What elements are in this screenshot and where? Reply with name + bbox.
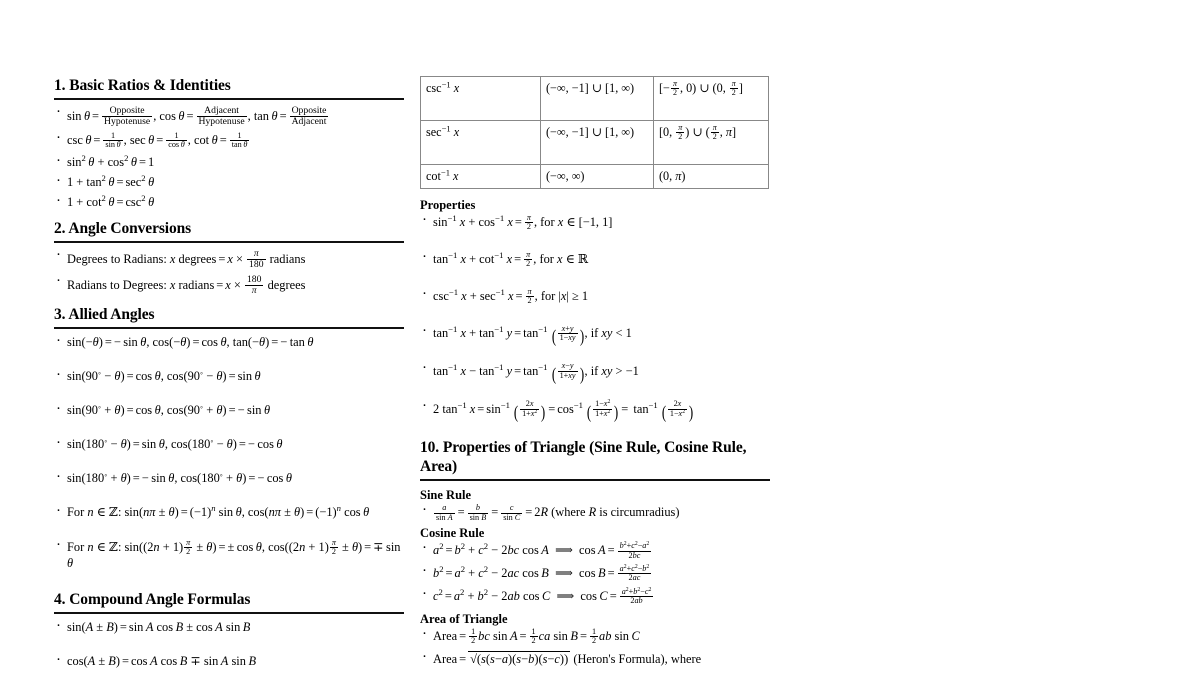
formula-allied-odd-multiple-half-pi: For n ∈ ℤ: sin((2n + 1) $\frac{\pi}{2}$ ± θ) = ± cos θ, cos((2n + 1) $\frac{\pi}{2}$ ± θ) = ∓ sin θ (67, 537, 401, 571)
list-item (420, 651, 770, 667)
section-heading: 4. Compound Angle Formulas (54, 591, 251, 609)
list-item (420, 588, 770, 606)
list-item (420, 399, 770, 422)
list-item (420, 251, 770, 269)
heading-rule (54, 612, 404, 614)
subsection-heading: Properties (420, 198, 476, 212)
table-row (421, 165, 769, 189)
formula-cosine-rule-a: $a^2 = b^2 + c^2 - 2bc$ cos A ⟹ cos A = $\frac{b^2+c^2-a^2}{2bc}$ (433, 541, 650, 560)
formula-double-arctan: 2 $\tan^{-1} x = \sin^{-1}$ ( $\frac{2x}{1+x^2}$ ) = $\cos^{-1}$ ( $\frac{1-x^2}{1+x^2}$ ) = $\tan^{-1}$ ( $\frac{2x}{1-x^2}$ ) (433, 399, 694, 422)
list-item (54, 275, 404, 296)
formula-allied-negative: sin(−θ) = − sin θ, cos(−θ) = cos θ, tan(−θ) = − tan θ (67, 334, 314, 349)
section-properties-of-triangle (420, 438, 770, 666)
table-cell-range: [0, $\frac{\pi}{2}$ ) ∪ ( $\frac{\pi}{2}$ , π] (654, 121, 769, 165)
formula-arctan-plus-arccot: $\tan^{-1} x + \cot^{-1} x$ = $\frac{\pi}{2}$ , for x ∈ ℝ (433, 249, 589, 269)
list-item (54, 335, 404, 350)
formula-allied-180-minus: sin(180◦ − θ) = sin θ, cos(180◦ − θ) = − cos θ (67, 435, 283, 451)
list-item (54, 172, 404, 190)
section-allied-angles (54, 305, 404, 572)
formula-cosine-rule-b: $b^2 = a^2 + c^2 - 2ac$ cos B ⟹ cos B = $\frac{a^2+c^2-b^2}{2ac}$ (433, 563, 650, 583)
table-row (421, 77, 769, 121)
formula-allied-90-plus: sin(90◦ + θ) = cos θ, cos(90◦ + θ) = − sin θ (67, 401, 271, 417)
section-heading: 1. Basic Ratios & Identities (54, 77, 231, 94)
list-item (420, 361, 770, 384)
formula-allied-90-minus: sin(90◦ − θ) = cos θ, cos(90◦ − θ) = sin θ (67, 367, 261, 383)
formula-arctan-difference: $\tan^{-1} x - \tan^{-1} y = \tan^{-1}$ ( $\frac{x-y}{1+xy}$ ), if xy > −1 (433, 361, 639, 384)
formula-area-heron: Area = √(s(s−a)(s−b)(s−c)) (Heron's Formula), where (433, 651, 702, 666)
list-item (420, 565, 770, 583)
list-item (420, 214, 770, 232)
list-item (54, 471, 404, 486)
formula-arccsc-plus-arcsec: $\csc^{-1} x + \sec^{-1} x$ = $\frac{\pi}{2}$ , for |x| ≥ 1 (433, 286, 589, 306)
formula-list (420, 213, 770, 422)
table-cell-domain: (−∞, −1] ∪ [1, ∞) (541, 121, 654, 165)
list-item (420, 323, 770, 347)
list-item (420, 288, 770, 306)
list-item (420, 542, 770, 560)
list-item (54, 502, 404, 520)
table-cell-range: (0, π) (654, 165, 769, 189)
list-item (420, 628, 770, 646)
table-cell-function: $\cot^{-1} x$ (421, 165, 541, 189)
formula-cot-csc-identity: $1 + \cot^2 \theta = \csc^2 \theta$ (67, 192, 155, 209)
right-column (420, 76, 770, 672)
formula-list (420, 628, 770, 667)
inverse-trig-range-table (420, 76, 769, 189)
formula-cos-sum-difference: cos(A ± B) = cos A cos B ∓ sin A sin B (67, 654, 257, 669)
formula-sine-rule: · $\frac{a}{\text{sin A}}$ = $\frac{b}{\text{sin B}}$ = $\frac{c}{\text{sin C}}$ = 2R (where R is circumradius) (436, 503, 680, 522)
table-cell-domain: (−∞, ∞) (541, 165, 654, 189)
formula-list (54, 249, 404, 296)
table-cell-domain: (−∞, −1] ∪ [1, ∞) (541, 77, 654, 121)
list-item (54, 192, 404, 210)
heading-rule (54, 327, 404, 329)
list-item (54, 539, 404, 572)
heading-rule (54, 98, 404, 100)
table-cell-range: [− $\frac{\pi}{2}$ , 0) ∪ (0, $\frac{\pi}{2}$ ] (654, 77, 769, 121)
list-item (54, 620, 404, 635)
subsection-heading-cosine-rule: Cosine Rule (420, 526, 485, 541)
list-item (54, 403, 404, 418)
formula-sin-sum-difference: sin(A ± B) = sin A cos B ± cos A sin B (67, 620, 251, 635)
subsection-heading-area-of-triangle: Area of Triangle (420, 611, 508, 626)
section-angle-conversions (54, 219, 404, 296)
section-basic-ratios (54, 76, 404, 210)
heading-rule (54, 241, 404, 243)
formula-sin-cos-tan-definitions: sin θ = $\frac{\text{Opposite}}{\text{Hypotenuse}}$ , cos θ = $\frac{\text{Adjacent}}{\text{Hypotenuse}}$ , tan θ = $\frac{\text{Opposite}}{\text{Adjacent}}$ (67, 105, 327, 127)
formula-list (420, 504, 770, 522)
list-item (54, 369, 404, 384)
heading-rule (420, 479, 770, 481)
section-compound-angle-formulas (54, 590, 404, 669)
list-item (420, 504, 770, 522)
formula-allied-n-pi: For n ∈ ℤ: $\sin(n\pi \pm \theta) = (-1)^n$ sin θ, $\cos(n\pi \pm \theta) = (-1)^n$ cos θ (67, 502, 370, 519)
list-item (54, 249, 404, 270)
list-item (54, 654, 404, 669)
formula-list (420, 542, 770, 606)
subsection-heading-sine-rule: Sine Rule (420, 488, 472, 503)
list-item (54, 152, 404, 170)
formula-reciprocal-identities: csc θ = $\frac{1}{\text{sin θ}}$ , sec θ = $\frac{1}{\text{cos θ}}$ , cot θ = $\frac{1}{\text{tan θ}}$ (67, 130, 248, 150)
formula-radians-to-degrees: Radians to Degrees: x radians = x × $\frac{180}{\pi}$ degrees (67, 273, 306, 296)
formula-list (54, 335, 404, 572)
list-item (54, 106, 404, 127)
section-heading: 2. Angle Conversions (54, 219, 192, 237)
list-item (54, 132, 404, 150)
table-cell-function: $\csc^{-1} x$ (421, 77, 541, 121)
formula-list (54, 620, 404, 669)
formula-pythagorean-identity: $\sin^2 \theta + \cos^2 \theta = 1$ (67, 152, 155, 169)
formula-arctan-sum: $\tan^{-1} x + \tan^{-1} y = \tan^{-1}$ ( $\frac{x+y}{1-xy}$ ), if xy < 1 (433, 323, 632, 347)
formula-degrees-to-radians: Degrees to Radians: x degrees = x × $\frac{\pi}{180}$ radians (67, 247, 306, 270)
table-row (421, 121, 769, 165)
left-column (54, 76, 404, 688)
formula-allied-180-plus: sin(180◦ + θ) = − sin θ, cos(180◦ + θ) = − cos θ (67, 469, 292, 485)
formula-list (54, 106, 404, 210)
formula-area-sine: Area = $\frac{1}{2}$ bc sin A = $\frac{1}{2}$ ca sin B = $\frac{1}{2}$ ab sin C (433, 626, 640, 646)
formula-arcsin-plus-arccos: $\sin^{-1} x + \cos^{-1} x$ = $\frac{\pi}{2}$ , for x ∈ [−1, 1] (433, 213, 613, 232)
list-item (54, 437, 404, 452)
formula-cosine-rule-c: $c^2 = a^2 + b^2 - 2ab$ cos C ⟹ cos C = $\frac{a^2+b^2-c^2}{2ab}$ (433, 586, 652, 606)
subsection-properties (420, 197, 770, 422)
formula-tan-sec-identity: $1 + \tan^2 \theta = \sec^2 \theta$ (67, 172, 155, 189)
table-cell-function: $\sec^{-1} x$ (421, 121, 541, 165)
section-heading: 3. Allied Angles (54, 305, 155, 323)
section-heading: 10. Properties of Triangle (Sine Rule, Cosine Rule, Area) (420, 439, 747, 476)
